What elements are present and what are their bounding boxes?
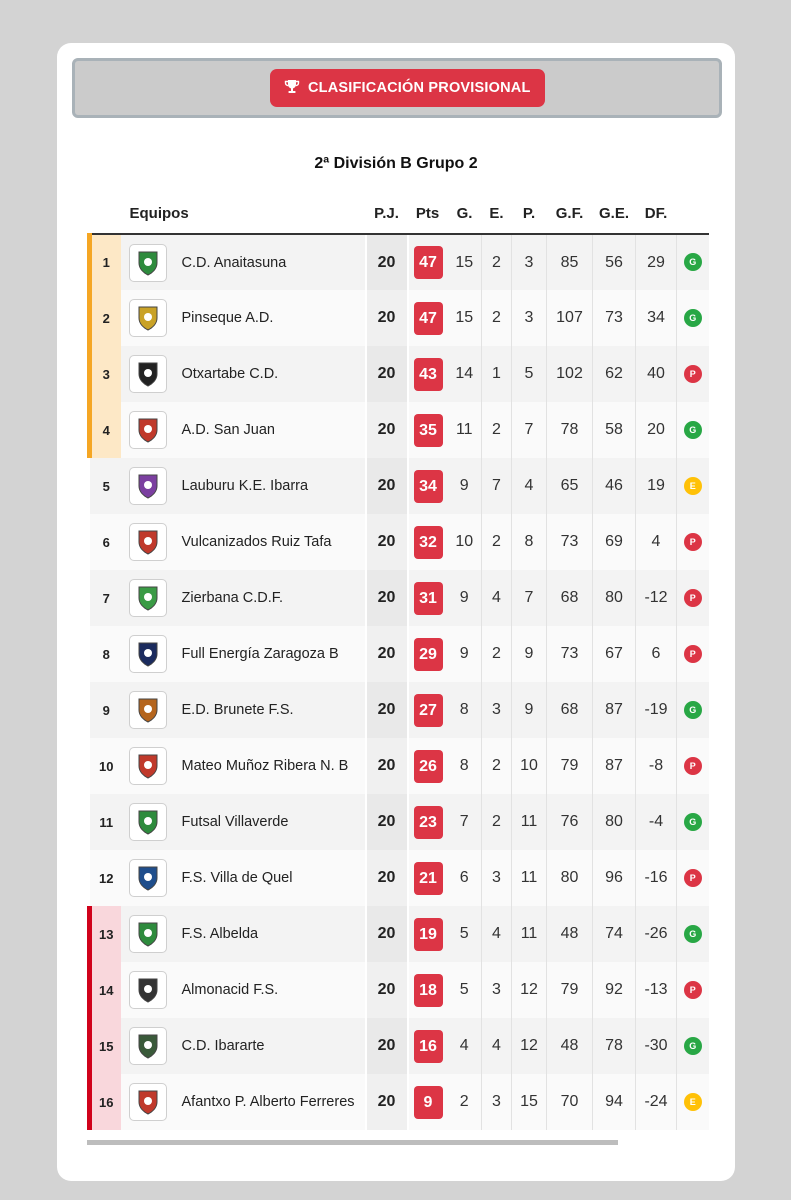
goals-against: 80 bbox=[593, 570, 636, 626]
drawn: 4 bbox=[482, 906, 512, 962]
goals-for: 68 bbox=[547, 682, 593, 738]
lost: 8 bbox=[512, 514, 547, 570]
team-logo-icon bbox=[129, 467, 167, 505]
last-result-badge: P bbox=[684, 533, 702, 551]
goal-diff: -19 bbox=[636, 682, 677, 738]
points-badge: 32 bbox=[414, 526, 443, 559]
won: 9 bbox=[448, 626, 482, 682]
goal-diff: -30 bbox=[636, 1018, 677, 1074]
team-name[interactable]: F.S. Albelda bbox=[181, 926, 259, 942]
lost: 3 bbox=[512, 234, 547, 290]
col-goal-diff[interactable]: DF. bbox=[636, 193, 677, 234]
table-row[interactable] bbox=[90, 962, 709, 1018]
won: 15 bbox=[448, 234, 482, 290]
col-drawn[interactable]: E. bbox=[482, 193, 512, 234]
points-badge: 43 bbox=[414, 358, 443, 391]
table-row[interactable] bbox=[90, 402, 709, 458]
col-last-result bbox=[677, 193, 709, 234]
won: 8 bbox=[448, 738, 482, 794]
goals-against: 74 bbox=[593, 906, 636, 962]
won: 14 bbox=[448, 346, 482, 402]
goals-for: 48 bbox=[547, 1018, 593, 1074]
goal-diff: 20 bbox=[636, 402, 677, 458]
position: 3 bbox=[90, 346, 121, 402]
lost: 7 bbox=[512, 402, 547, 458]
position: 9 bbox=[90, 682, 121, 738]
goals-against: 58 bbox=[593, 402, 636, 458]
team-name[interactable]: Lauburu K.E. Ibarra bbox=[181, 478, 309, 494]
points-badge: 16 bbox=[414, 1030, 443, 1063]
goals-for: 73 bbox=[547, 514, 593, 570]
standings-table bbox=[87, 193, 709, 1130]
lost: 12 bbox=[512, 962, 547, 1018]
last-result-badge: P bbox=[684, 869, 702, 887]
last-result-badge: G bbox=[684, 1037, 702, 1055]
team-logo-icon bbox=[129, 803, 167, 841]
points-badge: 23 bbox=[414, 806, 443, 839]
points-badge: 19 bbox=[414, 918, 443, 951]
played: 20 bbox=[366, 234, 408, 290]
position: 11 bbox=[90, 794, 121, 850]
position: 13 bbox=[90, 906, 121, 962]
goal-diff: 34 bbox=[636, 290, 677, 346]
lost: 3 bbox=[512, 290, 547, 346]
played: 20 bbox=[366, 850, 408, 906]
goal-diff: -12 bbox=[636, 570, 677, 626]
won: 15 bbox=[448, 290, 482, 346]
col-played[interactable]: P.J. bbox=[366, 193, 408, 234]
standings-title-badge[interactable] bbox=[270, 69, 545, 107]
team-name[interactable]: C.D. Ibararte bbox=[181, 1038, 265, 1054]
position: 7 bbox=[90, 570, 121, 626]
won: 5 bbox=[448, 962, 482, 1018]
points-badge: 18 bbox=[414, 974, 443, 1007]
drawn: 2 bbox=[482, 234, 512, 290]
table-row[interactable] bbox=[90, 738, 709, 794]
team-name[interactable]: Otxartabe C.D. bbox=[181, 366, 279, 382]
points-badge: 9 bbox=[414, 1086, 443, 1119]
position: 5 bbox=[90, 458, 121, 514]
won: 9 bbox=[448, 570, 482, 626]
drawn: 1 bbox=[482, 346, 512, 402]
team-logo-icon bbox=[129, 579, 167, 617]
team-logo-icon bbox=[129, 355, 167, 393]
won: 9 bbox=[448, 458, 482, 514]
last-result-badge: G bbox=[684, 253, 702, 271]
points-badge: 34 bbox=[414, 470, 443, 503]
goal-diff: -16 bbox=[636, 850, 677, 906]
played: 20 bbox=[366, 346, 408, 402]
table-row[interactable] bbox=[90, 1074, 709, 1130]
won: 8 bbox=[448, 682, 482, 738]
goal-diff: 4 bbox=[636, 514, 677, 570]
lost: 11 bbox=[512, 850, 547, 906]
last-result-badge: P bbox=[684, 645, 702, 663]
goals-against: 69 bbox=[593, 514, 636, 570]
team-logo-icon bbox=[129, 747, 167, 785]
table-row[interactable] bbox=[90, 794, 709, 850]
col-goals-for[interactable]: G.F. bbox=[547, 193, 593, 234]
position: 10 bbox=[90, 738, 121, 794]
played: 20 bbox=[366, 570, 408, 626]
team-logo-icon bbox=[129, 635, 167, 673]
table-row[interactable] bbox=[90, 458, 709, 514]
goals-for: 78 bbox=[547, 402, 593, 458]
played: 20 bbox=[366, 290, 408, 346]
last-result-badge: P bbox=[684, 589, 702, 607]
played: 20 bbox=[366, 626, 408, 682]
team-name[interactable]: F.S. Villa de Quel bbox=[181, 870, 293, 886]
last-result-badge: E bbox=[684, 1093, 702, 1111]
played: 20 bbox=[366, 962, 408, 1018]
table-row[interactable] bbox=[90, 1018, 709, 1074]
played: 20 bbox=[366, 458, 408, 514]
table-row[interactable] bbox=[90, 514, 709, 570]
last-result-badge: P bbox=[684, 981, 702, 999]
position: 12 bbox=[90, 850, 121, 906]
table-row[interactable] bbox=[90, 234, 709, 290]
position: 6 bbox=[90, 514, 121, 570]
goal-diff: 19 bbox=[636, 458, 677, 514]
points-badge: 27 bbox=[414, 694, 443, 727]
goals-for: 79 bbox=[547, 962, 593, 1018]
position: 8 bbox=[90, 626, 121, 682]
lost: 11 bbox=[512, 794, 547, 850]
col-won[interactable]: G. bbox=[448, 193, 482, 234]
played: 20 bbox=[366, 906, 408, 962]
drawn: 7 bbox=[482, 458, 512, 514]
goal-diff: -26 bbox=[636, 906, 677, 962]
lost: 5 bbox=[512, 346, 547, 402]
col-points[interactable]: Pts bbox=[408, 193, 448, 234]
points-badge: 47 bbox=[414, 302, 443, 335]
goals-against: 96 bbox=[593, 850, 636, 906]
goals-for: 73 bbox=[547, 626, 593, 682]
last-result-badge: E bbox=[684, 477, 702, 495]
drawn: 3 bbox=[482, 962, 512, 1018]
team-logo-icon bbox=[129, 1027, 167, 1065]
team-name[interactable]: A.D. San Juan bbox=[181, 422, 275, 438]
team-logo-icon bbox=[129, 299, 167, 337]
col-lost[interactable]: P. bbox=[512, 193, 547, 234]
team-name[interactable]: Almonacid F.S. bbox=[181, 982, 279, 998]
team-name[interactable]: Full Energía Zaragoza B bbox=[181, 646, 339, 662]
goals-against: 62 bbox=[593, 346, 636, 402]
played: 20 bbox=[366, 794, 408, 850]
last-result-badge: P bbox=[684, 365, 702, 383]
team-logo-icon bbox=[129, 411, 167, 449]
drawn: 3 bbox=[482, 1074, 512, 1130]
goal-diff: -13 bbox=[636, 962, 677, 1018]
col-team[interactable]: Equipos bbox=[121, 193, 366, 234]
standings-card bbox=[57, 43, 735, 1181]
lost: 10 bbox=[512, 738, 547, 794]
drawn: 2 bbox=[482, 794, 512, 850]
played: 20 bbox=[366, 1018, 408, 1074]
team-name[interactable]: Mateo Muñoz Ribera N. B bbox=[181, 758, 349, 774]
table-header-row bbox=[90, 193, 709, 234]
points-badge: 21 bbox=[414, 862, 443, 895]
team-name[interactable]: Futsal Villaverde bbox=[181, 814, 289, 830]
goals-for: 70 bbox=[547, 1074, 593, 1130]
drawn: 3 bbox=[482, 682, 512, 738]
lost: 9 bbox=[512, 626, 547, 682]
played: 20 bbox=[366, 402, 408, 458]
drawn: 4 bbox=[482, 570, 512, 626]
won: 10 bbox=[448, 514, 482, 570]
drawn: 2 bbox=[482, 626, 512, 682]
played: 20 bbox=[366, 514, 408, 570]
goals-against: 78 bbox=[593, 1018, 636, 1074]
team-name[interactable]: Vulcanizados Ruiz Tafa bbox=[181, 534, 332, 550]
goal-diff: 29 bbox=[636, 234, 677, 290]
table-row[interactable] bbox=[90, 906, 709, 962]
drawn: 2 bbox=[482, 514, 512, 570]
division-title: 2ª División B Grupo 2 bbox=[314, 155, 478, 172]
lost: 9 bbox=[512, 682, 547, 738]
won: 4 bbox=[448, 1018, 482, 1074]
goals-for: 76 bbox=[547, 794, 593, 850]
team-name[interactable]: E.D. Brunete F.S. bbox=[181, 702, 294, 718]
points-badge: 29 bbox=[414, 638, 443, 671]
team-name[interactable]: Zierbana C.D.F. bbox=[181, 590, 284, 606]
table-row[interactable] bbox=[90, 850, 709, 906]
last-result-badge: P bbox=[684, 757, 702, 775]
goals-for: 107 bbox=[547, 290, 593, 346]
team-name[interactable]: C.D. Anaitasuna bbox=[181, 254, 287, 271]
table-row[interactable] bbox=[90, 682, 709, 738]
position: 16 bbox=[90, 1074, 121, 1130]
table-row[interactable] bbox=[90, 570, 709, 626]
team-logo-icon bbox=[129, 691, 167, 729]
won: 7 bbox=[448, 794, 482, 850]
team-logo-icon bbox=[129, 915, 167, 953]
goal-diff: -8 bbox=[636, 738, 677, 794]
goals-for: 85 bbox=[547, 234, 593, 290]
position: 2 bbox=[90, 290, 121, 346]
header-bar bbox=[72, 58, 722, 118]
team-logo-icon bbox=[129, 971, 167, 1009]
goal-diff: -4 bbox=[636, 794, 677, 850]
won: 2 bbox=[448, 1074, 482, 1130]
goals-for: 65 bbox=[547, 458, 593, 514]
drawn: 4 bbox=[482, 1018, 512, 1074]
trophy-icon bbox=[284, 79, 300, 98]
col-goals-against[interactable]: G.E. bbox=[593, 193, 636, 234]
won: 6 bbox=[448, 850, 482, 906]
horizontal-scrollbar[interactable] bbox=[87, 1140, 618, 1145]
table-row[interactable] bbox=[90, 290, 709, 346]
played: 20 bbox=[366, 1074, 408, 1130]
played: 20 bbox=[366, 738, 408, 794]
standings-title: CLASIFICACIÓN PROVISIONAL bbox=[308, 80, 531, 96]
goals-against: 67 bbox=[593, 626, 636, 682]
table-row[interactable] bbox=[90, 626, 709, 682]
goals-for: 80 bbox=[547, 850, 593, 906]
table-row[interactable] bbox=[90, 346, 709, 402]
col-position bbox=[90, 193, 121, 234]
team-name[interactable]: Pinseque A.D. bbox=[181, 310, 274, 326]
goals-against: 80 bbox=[593, 794, 636, 850]
last-result-badge: G bbox=[684, 421, 702, 439]
points-badge: 31 bbox=[414, 582, 443, 615]
goals-for: 68 bbox=[547, 570, 593, 626]
drawn: 2 bbox=[482, 738, 512, 794]
goals-against: 92 bbox=[593, 962, 636, 1018]
last-result-badge: G bbox=[684, 309, 702, 327]
position: 14 bbox=[90, 962, 121, 1018]
goals-for: 48 bbox=[547, 906, 593, 962]
team-logo-icon bbox=[129, 244, 167, 282]
lost: 7 bbox=[512, 570, 547, 626]
goal-diff: 40 bbox=[636, 346, 677, 402]
lost: 11 bbox=[512, 906, 547, 962]
team-name[interactable]: Afantxo P. Alberto Ferreres bbox=[181, 1094, 355, 1110]
lost: 15 bbox=[512, 1074, 547, 1130]
position: 15 bbox=[90, 1018, 121, 1074]
position: 1 bbox=[90, 234, 121, 290]
drawn: 2 bbox=[482, 290, 512, 346]
team-logo-icon bbox=[129, 1083, 167, 1121]
lost: 12 bbox=[512, 1018, 547, 1074]
points-badge: 26 bbox=[414, 750, 443, 783]
played: 20 bbox=[366, 682, 408, 738]
points-badge: 47 bbox=[414, 246, 443, 279]
drawn: 2 bbox=[482, 402, 512, 458]
goals-for: 102 bbox=[547, 346, 593, 402]
team-logo-icon bbox=[129, 523, 167, 561]
team-logo-icon bbox=[129, 859, 167, 897]
drawn: 3 bbox=[482, 850, 512, 906]
points-badge: 35 bbox=[414, 414, 443, 447]
lost: 4 bbox=[512, 458, 547, 514]
goal-diff: 6 bbox=[636, 626, 677, 682]
won: 5 bbox=[448, 906, 482, 962]
goals-against: 73 bbox=[593, 290, 636, 346]
goals-against: 87 bbox=[593, 682, 636, 738]
goals-against: 94 bbox=[593, 1074, 636, 1130]
last-result-badge: G bbox=[684, 925, 702, 943]
goals-against: 87 bbox=[593, 738, 636, 794]
goals-against: 46 bbox=[593, 458, 636, 514]
position: 4 bbox=[90, 402, 121, 458]
last-result-badge: G bbox=[684, 813, 702, 831]
goal-diff: -24 bbox=[636, 1074, 677, 1130]
last-result-badge: G bbox=[684, 701, 702, 719]
goals-against: 56 bbox=[593, 234, 636, 290]
goals-for: 79 bbox=[547, 738, 593, 794]
won: 11 bbox=[448, 402, 482, 458]
